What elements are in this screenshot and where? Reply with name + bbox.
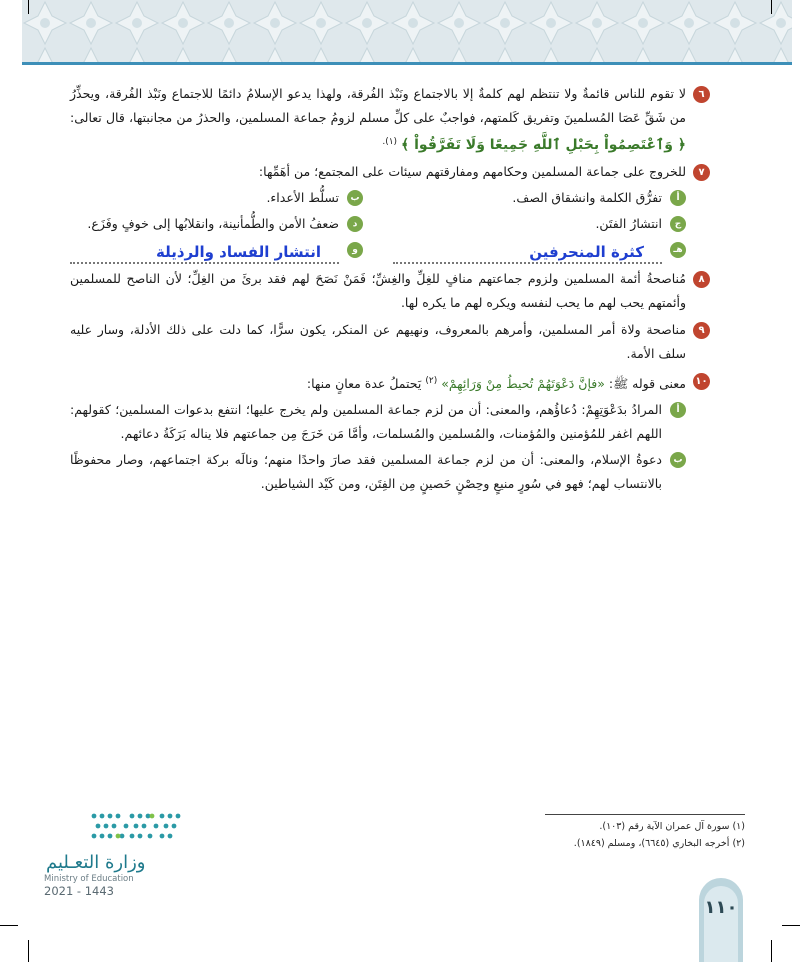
page-number: ١١٠ <box>704 886 738 962</box>
geometric-pattern <box>22 0 792 62</box>
effects-list <box>70 186 686 236</box>
effect-item: أ تفرُّق الكلمة وانشقاق الصف. <box>393 186 686 210</box>
item-number: ١٠ <box>693 373 710 390</box>
footnotes <box>555 818 745 852</box>
item-text: لا تقوم للناس قائمةٌ ولا تنتظم لهم كلمةٌ إلا بالاجتماع ونَبْذ الفُرقة، ولهذا يدعو الإسلامُ دائمًا للاجتماع ونَبْذ الفُرقة، ويحذِّرُ من شَقِّ عَصَا المُسلمينَ وتفريق كَلمتهم، فواجبٌ على كلِّ مسلم لزومُ جماعة المسلمين، والحذرُ من مجانبتها، قال تعالى: <box>70 86 686 125</box>
fill-in-blanks <box>70 238 686 264</box>
meaning-item: أ المرادُ بدَعْوَتِهِمْ: دُعاؤُهم، والمعنى: أن من لزم جماعة المسلمين ولم يخرج عليها؛ انتفع بدعوات المسلمين؛ كقولهم: اللهم اغفر للمُؤمنين والمُؤمنات، والمُسلمين والمُسلمات، وأمَّا مَن خَرَجَ مِن جماعتهم فلا يناله بَرَكَةُ دعائهم. <box>70 398 686 446</box>
page-number-tab <box>699 878 743 962</box>
handwritten-answer: كثرة المنحرفين <box>529 243 644 262</box>
main-content <box>70 82 710 499</box>
banner-accent-line <box>22 62 792 65</box>
logo-subtitle: Ministry of Education <box>44 874 134 884</box>
item-number: ٧ <box>693 164 710 181</box>
item-text: مناصحة ولاة أمر المسلمين، وأمرهم بالمعروف، ونهيهم عن المنكر، يكون سرًّا، كما دلت على ذلك الأدلة، وسار عليه سلف الأمة. <box>70 322 686 362</box>
item-text: للخروج على جماعة المسلمين وحكامهم ومفارقتهم سيئات على المجتمع؛ من أهَمِّها: <box>258 164 686 180</box>
footnote-ref: (١). <box>382 137 398 147</box>
item-number: ٦ <box>693 86 710 103</box>
handwritten-answer: انتشار الفساد والرذيلة <box>155 243 321 262</box>
fill-blank[interactable]: هـ كثرة المنحرفين <box>393 238 686 264</box>
item-number: ٩ <box>693 322 710 339</box>
logo-year: 2021 - 1443 <box>44 884 114 898</box>
logo-title: وزارة التعـليم <box>46 852 146 873</box>
item-7 <box>70 160 710 264</box>
item-number: ٨ <box>693 271 710 288</box>
item-8 <box>70 267 710 315</box>
logo-dots-icon <box>88 810 183 846</box>
ministry-logo <box>40 806 190 898</box>
header-banner <box>22 0 792 62</box>
meaning-item: ب دعوةُ الإسلام، والمعنى: أن من لزم جماعة المسلمين فقد صارَ واحدًا منهم؛ ونالَه بركة اجتماعهم، وصار محفوظًا بالانتساب لهم؛ فهو في سُورٍ منيعٍ وحِصْنٍ حَصينٍ مِن الفِتَن، ومن كَيْد الشياطين. <box>70 448 686 496</box>
item-9 <box>70 318 710 366</box>
effect-item: ج انتشارُ الفتَن. <box>393 212 686 236</box>
item-6 <box>70 82 710 157</box>
footnote: (١) سورة آل عمران الآية رقم (١٠٣). <box>599 821 745 832</box>
fill-blank[interactable]: و انتشار الفساد والرذيلة <box>70 238 363 264</box>
effect-item: د ضعفُ الأمن والطُّمأنينة، وانقلابُها إلى خوفٍ وفَزَع. <box>70 212 363 236</box>
item-10: ١٠ معنى قوله ﷺ: «فإنَّ دَعْوَتَهُمْ تُحيطُ مِنْ وَرَائِهِمْ» $^{(٢)}$ يَحتملُ عدة معانٍ منها: أ المرادُ بدَعْوَتِهِمْ: دُعاؤُهم، والمعنى: أن من لزم جماعة المسلمين ولم يخرج عليها؛ انتفع بدعوات المسلمين؛ كقولهم: اللهم اغفر للمُؤمنين والمُؤمنات، والمُسلمين والمُسلمات، وأمَّا مَن خَرَجَ مِن جماعتهم فلا يناله بَرَكَةُ دعائهم. ب دعوةُ الإسلام، والمعنى: أن من لزم جماعة المسلمين فقد صارَ واحدًا منهم؛ ونالَه بركة اجتماعهم، وصار محفوظًا بالانتساب لهم؛ فهو في سُورٍ منيعٍ وحِصْنٍ حَصينٍ مِن الفِتَن، ومن كَيْد الشياطين. <box>70 369 710 496</box>
footnote-ref: (٢) <box>425 376 438 387</box>
footnote-divider <box>545 814 745 815</box>
hadith-text: «فإنَّ دَعْوَتَهُمْ تُحيطُ مِنْ وَرَائِهِمْ» <box>441 376 605 392</box>
item-text: مُناصحةُ أئمة المسلمين ولزوم جماعتهم منافٍ للغِلِّ والغِشِّ؛ فَمَنْ نَصَحَ لهم فقد برئَ من الغِلِّ؛ لأن الناصح للمسلمين وأئمتهم يحب لهم ما يحب لنفسه ويكره لهم ما يكره لها. <box>70 271 686 311</box>
effect-item: ب تسلُّط الأعداء. <box>70 186 363 210</box>
quran-verse: ﴿ وَٱعْتَصِمُواْ بِحَبْلِ ٱللَّهِ جَمِيعًا وَلَا تَفَرَّقُواْ ﴾ <box>401 137 686 154</box>
footnote: (٢) أخرجه البخاري (٦٦٤٥)، ومسلم (١٨٤٩). <box>573 838 745 849</box>
